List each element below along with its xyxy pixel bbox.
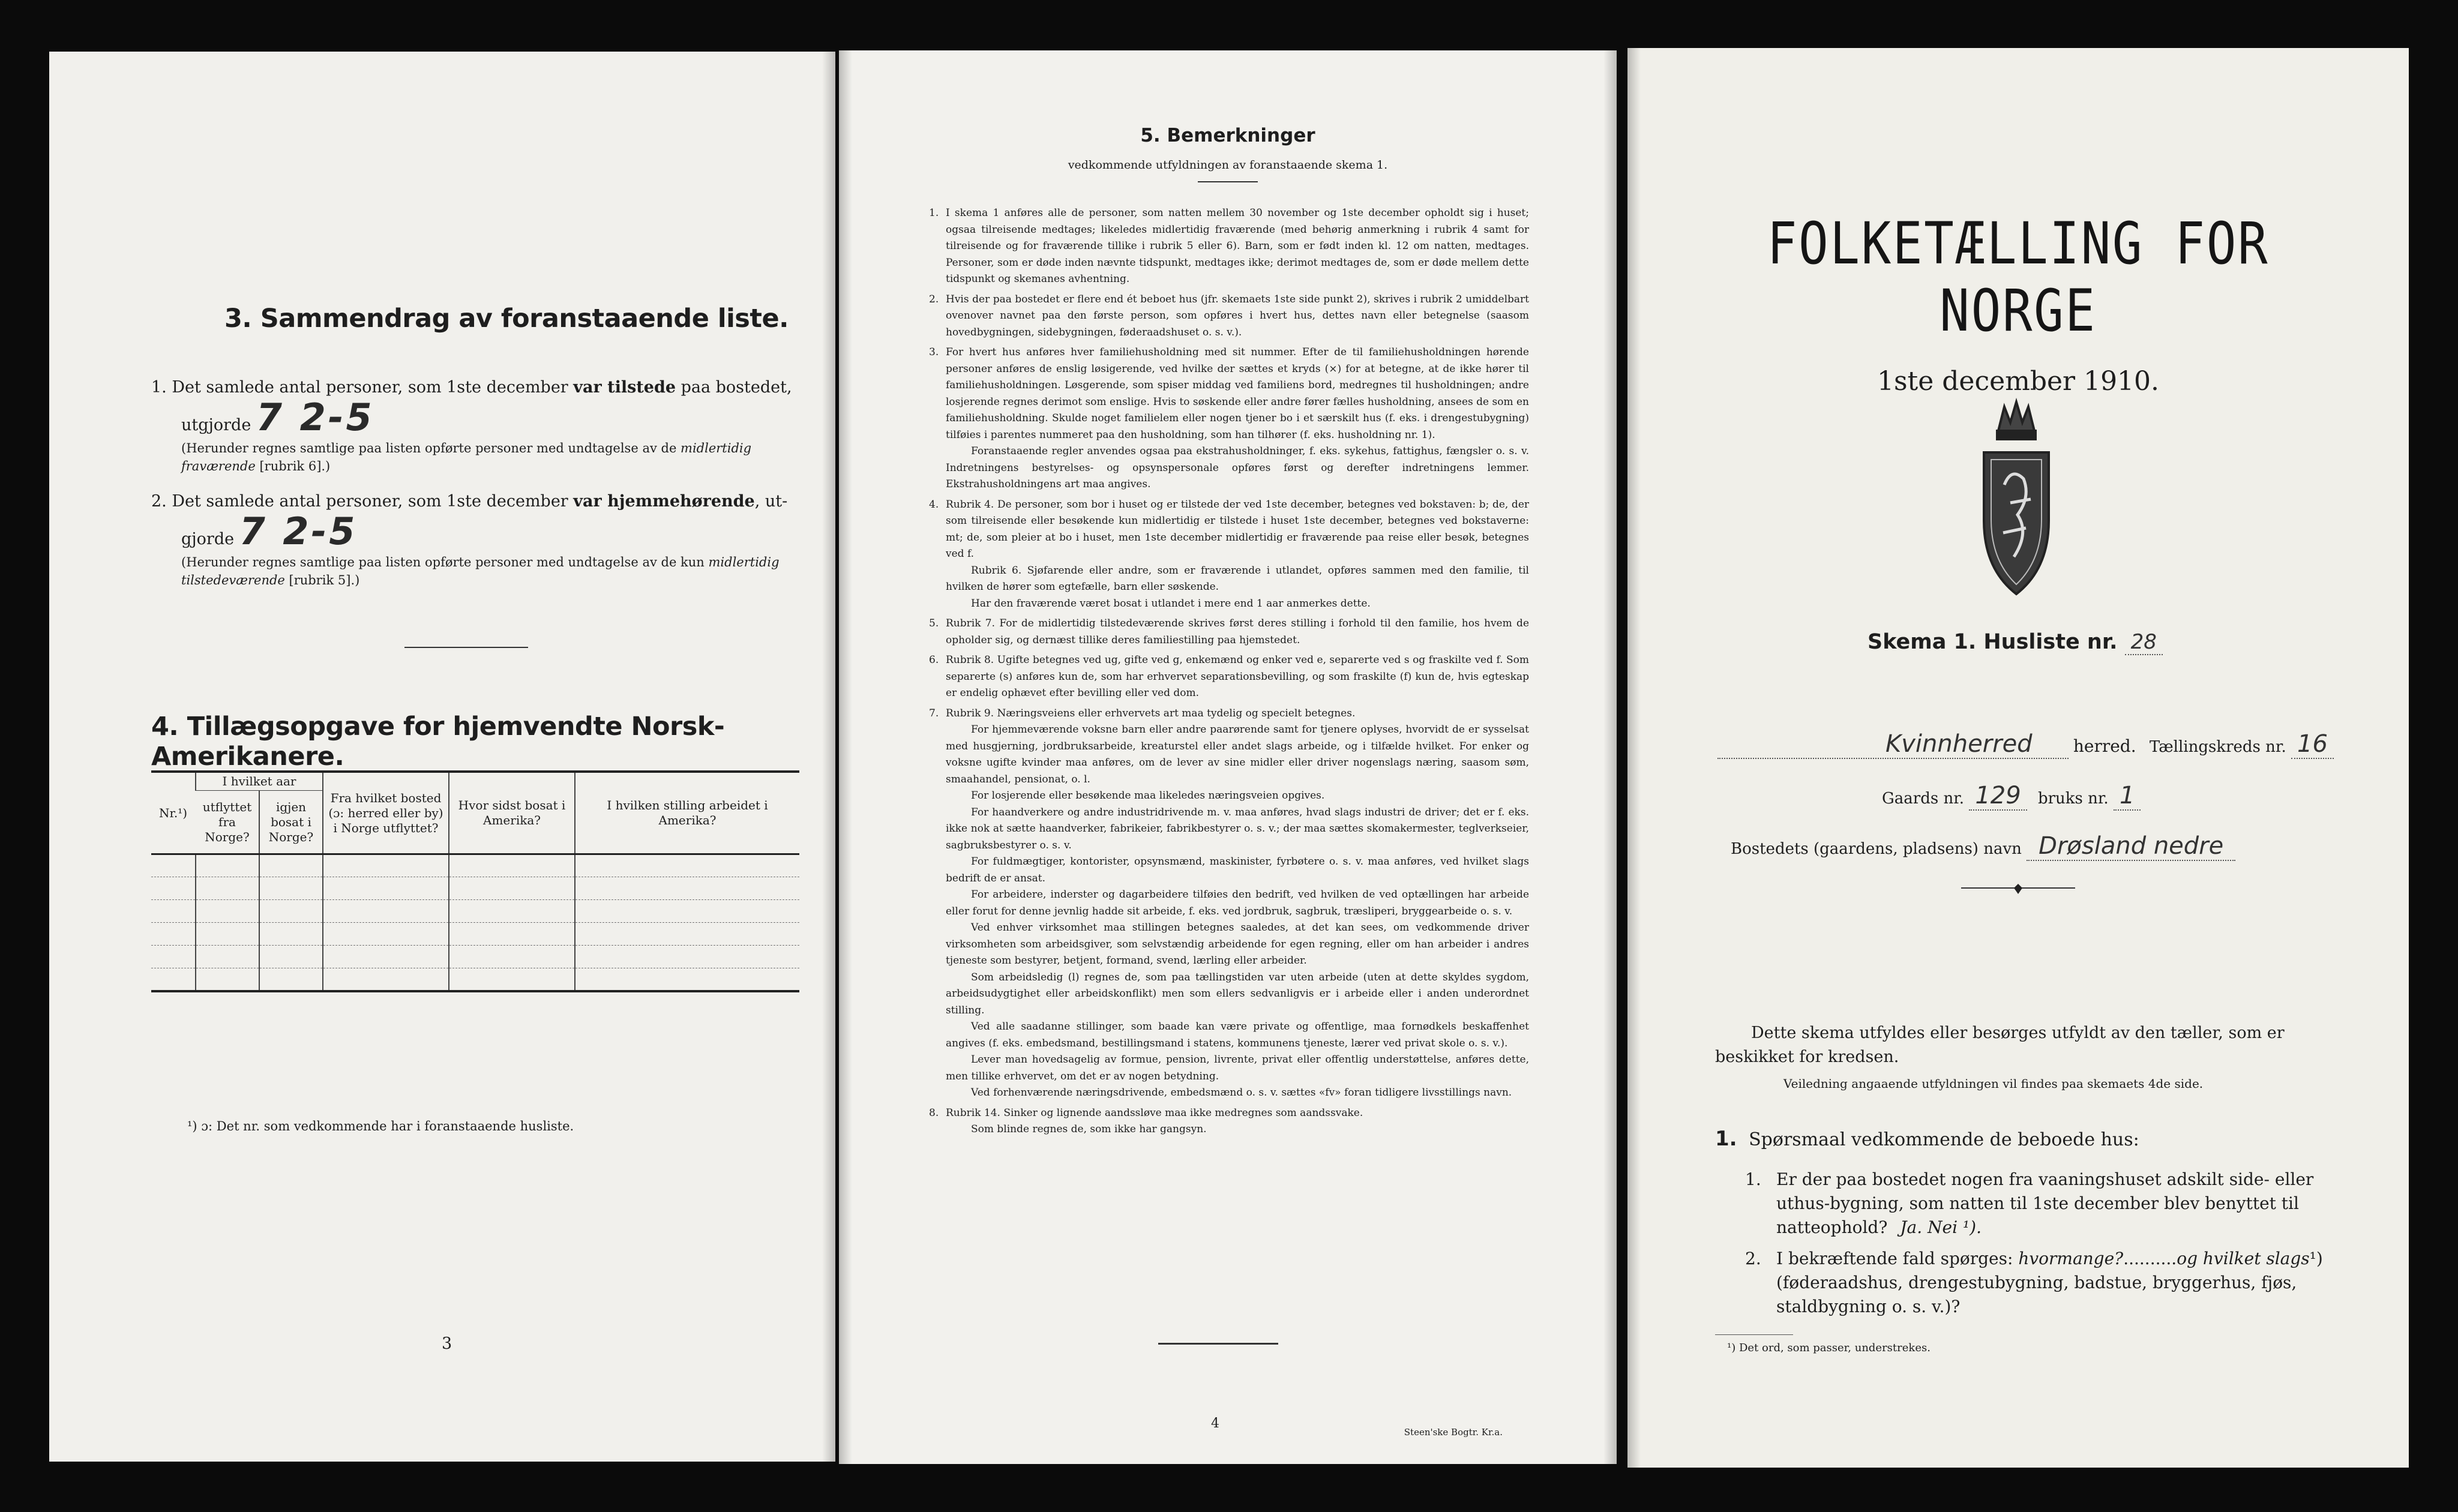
summary-item-1-note: (Herunder regnes samtlige paa listen opførte personer med undtagelse av de midlertidig fraværende [rubrik 6].) [181,441,752,473]
gaards-value: 129 [1969,782,2027,811]
table-row [151,923,799,946]
intro-text: Dette skema utfyldes eller besørges utfyldt av den tæller, som er beskikket for kredsen. [1715,1024,2285,1066]
right-footnote: ¹) Det ord, som passer, understrekes. [1727,1342,1931,1354]
remark-number: 6. [929,654,939,666]
remark-paragraph: Har den fraværende været bosat i utlandet i mere end 1 aar anmerkes dette. [971,597,1371,610]
remark-paragraph: Ved enhver virksomhet maa stillingen betegnes saaledes, at det kan sees, om vedkommende driver virksomheten som arbeidsgiver, som selvstændig arbeidende for egen regning, eller om han arbeider i andres tjeneste som bestyrer, betjent, formand, svend, lærling eller arbeider. [946,922,1529,967]
remark-paragraph: Hvis der paa bostedet er flere end ét beboet hus (jfr. skemaets 1ste side punkt 2), skrives i rubrik 2 umiddelbart ovenover navnet paa den første person, som opføres i hvert hus, dettes navn eller betegnelse (saasom hovedbygningen, sidebygningen, føderaadshuset o. s. v.). [946,293,1529,338]
col-igjen: igjen bosat i Norge? [259,791,323,854]
bosted-line: Bostedets (gaardens, pladsens) navn Drøsland nedre [1731,834,2235,861]
remark-paragraph: Som arbeidsledig (l) regnes de, som paa tællingstiden var uten arbeide (uten at dette skyldes sygdom, arbeidsudygtighet eller arbeidskonflikt) men som ellers sedvanligvis er i arbeide eller i anden underordnet stilling. [946,971,1529,1016]
remark-paragraph: For arbeidere, inderster og dagarbeidere tilføies den bedrift, ved hvilken de ved optællingen har arbeide eller forut for denne jevnlig hadde sit arbeide, f. eks. ved jordbruk, sagbruk, træsliperi, bryggearbeide o. s. v. [946,889,1529,917]
hjemmehorende-count: 7 2-5 [239,509,358,553]
remark-paragraph: Som blinde regnes de, som ikke har gangsyn. [971,1123,1207,1135]
census-date: 1ste december 1910. [1877,366,2160,397]
remark-paragraph: For losjerende eller besøkende maa likeledes næringsveien opgives. [971,790,1325,802]
census-title: FOLKETÆLLING FOR NORGE [1767,210,2270,344]
left-page [49,52,835,1462]
remark-number: 3. [929,346,939,358]
remark-item [929,292,1529,341]
remark-paragraph: For haandverkere og andre industridrivende m. v. maa anføres, hvad slags industri de driver; det er f. eks. ikke nok at sætte haandverker, fabrikeier, fabrikbestyrer o. s. v.; der maa sættes skomakermester, teglverkseier, sagbruksbestyrer o. s. v. [946,806,1529,851]
page-number: 4 [1211,1416,1219,1431]
question-2: 2. I bekræftende fald spørges: hvormange?..........og hvilket slags¹) (føderaadshus, drengestubygning, badstue, bryggerhus, fjøs, staldbygning o. s. v.)? [1745,1249,2323,1316]
remark-item [929,1105,1529,1138]
title-rule [1198,181,1258,182]
col-group-aar: I hvilket aar [196,772,323,791]
remark-paragraph: I skema 1 anføres alle de personer, som natten mellem 30 november og 1ste december opholdt sig i huset; ogsaa tilreisende medtages; likeledes midlertidig fraværende (med behørig anmerkning i rubrik 4 samt for tilreisende og for fraværende tillike i rubrik 5 eller 6). Barn, som er født inden kl. 12 om natten, medtages. Personer, som er døde inden nævnte tidspunkt, medtages ikke; derimot medtages de, som er døde mellem dette tidspunkt og skemanes avhentning. [946,207,1529,285]
herred-line: Kvinnherred herred. Tællingskreds nr. 16 [1717,732,2334,759]
remark-paragraph: Rubrik 14. Sinker og lignende aandssløve maa ikke medregnes som aandssvake. [946,1106,1363,1119]
remark-paragraph: Ved alle saadanne stillinger, som baade kan være private og offentlige, maa fornødkels beskaffenhet angives (f. eks. embedsmand, bestillingsmand i statens, kommunens tjeneste, lærer ved privat skole o. s. v.). [946,1021,1529,1049]
remark-item [929,497,1529,613]
remark-item [929,205,1529,288]
remarks-list [929,205,1529,1142]
remark-paragraph: Rubrik 7. For de midlertidig tilstedeværende skrives først deres stilling i forhold til den familie, hos hvem de opholder sig, og dernæst tillike deres familiestilling paa hjemstedet. [946,617,1529,646]
printer-imprint: Steen'ske Bogtr. Kr.a. [1404,1427,1503,1438]
remark-item [929,706,1529,1102]
section4-title: 4. Tillægsopgave for hjemvendte Norsk-Amerikanere. [151,712,725,772]
summary-item-2: 2. Det samlede antal personer, som 1ste december var hjemmehørende, ut- gjorde 7 2-5 [151,492,788,553]
gjorde-label: gjorde [181,530,235,548]
remark-item [929,616,1529,649]
veiledning-text: Veiledning angaaende utfyldningen vil findes paa skemaets 4de side. [1783,1076,2204,1091]
norsk-amerikanere-table [151,770,799,992]
remark-item [929,344,1529,493]
q1-answer: Ja. Nei ¹). [1900,1217,1982,1237]
remark-paragraph: For fuldmægtiger, kontorister, opsynsmænd, maskinister, fyrbøtere o. s. v. maa anføres, ved hvilket slags bedrift de er ansat. [946,856,1529,884]
page-number: 3 [442,1334,452,1353]
remark-paragraph: Lever man hovedsagelig av formue, pension, livrente, privat eller offentlig understøttelse, anføres dette, men tillike erhvervet, om det er av nogen betydning. [946,1054,1529,1082]
questions-heading: 1. Spørsmaal vedkommende de beboede hus: [1715,1127,2139,1151]
remark-paragraph: Foranstaaende regler anvendes ogsaa paa ekstrahusholdninger, f. eks. sykehus, fattighus, fængsler o. s. v. Indretningens bestyrelses- og opsynspersonale opføres først og derefter indretningens lemmer. Ekstrahusholdningens art maa angives. [946,445,1529,490]
question-1: 1. Er der paa bostedet nogen fra vaaningshuset adskilt side- eller uthus-bygning, som natten til 1ste december blev benyttet til natteophold? Ja. Nei ¹). [1745,1169,2314,1237]
gaard-line: Gaards nr. 129 bruks nr. 1 [1882,784,2141,811]
section-divider [404,647,528,648]
utgjorde-label: utgjorde [181,416,251,434]
bosted-value: Drøsland nedre [2027,832,2235,861]
ornament-divider-icon [1961,882,2075,896]
end-rule [1158,1343,1278,1345]
col-fra: Fra hvilket bosted (ɔ: herred eller by) i Norge utflyttet? [323,772,449,854]
remark-paragraph: For hjemmeværende voksne barn eller andre paarørende samt for tjenere oplyses, hvorvidt de er sysselsat med husgjerning, jordbruksarbeide, kreaturstel eller andet slags arbeide, og i tilfælde hvilket. For enker og voksne ugifte kvinder maa anføres, om de lever av sine midler eller driver nogenslags næring, saasom søm, smaahandel, pensionat, o. l. [946,724,1529,785]
table-row [151,968,799,991]
col-nr: Nr.¹) [151,772,196,854]
remark-paragraph: Ved forhenværende næringsdrivende, embedsmænd o. s. v. sættes «fv» foran tidligere livsstillings navn. [971,1087,1512,1099]
table-footnote: ¹) ɔ: Det nr. som vedkommende har i foranstaaende husliste. [187,1119,574,1133]
footnote-rule [1715,1334,1793,1335]
table-row [151,854,799,877]
page-fold-shadow [1627,48,1641,1468]
remark-number: 2. [929,293,939,305]
herred-value: Kvinnherred [1717,730,2069,759]
table-row [151,900,799,923]
col-stilling: I hvilken stilling arbeidet i Amerika? [575,772,799,854]
remark-item [929,652,1529,702]
remark-number: 5. [929,617,939,629]
skema-label: Skema 1. Husliste nr. 28 [1868,630,2163,654]
remarks-subtitle: vedkommende utfyldningen av foranstaaende skema 1. [1068,158,1388,172]
tilstede-count: 7 2-5 [256,395,374,439]
remark-number: 7. [929,707,939,719]
coat-of-arms-icon [1976,395,2057,599]
remark-paragraph: Rubrik 6. Sjøfarende eller andre, som er fraværende i utlandet, opføres sammen med den familie, til hvilken de hører som egtefælle, barn eller søskende. [946,564,1529,593]
bruks-value: 1 [2114,782,2141,811]
col-hvor: Hvor sidst bosat i Amerika? [449,772,575,854]
remarks-title: 5. Bemerkninger [1140,125,1315,146]
section3-title: 3. Sammendrag av foranstaaende liste. [224,304,789,334]
right-page [1627,48,2409,1468]
remark-number: 1. [929,207,939,219]
remark-paragraph: For hvert hus anføres hver familiehusholdning med sit nummer. Efter de til familiehusholdningen hørende personer anføres de enslig løsigerende, ved hvilke der sættes et kryds (×) for at betegne, at de ikke hører til familiehusholdningen. Løsgerende, som spiser middag ved familiens bord, medregnes til husholdningen; andre losjerende regnes derimot som enslige. Hvis to søskende eller andre fører fælles husholdning, ansees de som en familiehusholdning. Skulde noget familielem eller nogen tjener bo i et særskilt hus (f. eks. i drengestubygning) tilføies i parentes nummeret paa den husholdning, som han tilhører (f. eks. husholdning nr. 1). [946,346,1529,441]
husliste-nr: 28 [2125,630,2163,655]
remark-number: 4. [929,498,939,511]
page-fold-shadow [839,50,852,1464]
page-fold-shadow [1603,50,1617,1464]
table-row [151,877,799,900]
summary-item-1: 1. Det samlede antal personer, som 1ste december var tilstede paa bostedet, utgjorde 7 2-5 [151,378,792,439]
kreds-value: 16 [2291,730,2334,759]
remark-number: 8. [929,1106,939,1119]
table-row [151,946,799,968]
remark-paragraph: Rubrik 4. De personer, som bor i huset og er tilstede der ved 1ste december, betegnes ved bokstaven: b; de, der som tilreisende eller besøkende kun midlertidig er tilstede i huset 1ste december, betegnes ved bokstaverne: mt; de, som pleier at bo i huset, men 1ste december midlertidig er fraværende paa reise eller besøk, betegnes ved f. [946,498,1529,560]
remark-paragraph: Rubrik 8. Ugifte betegnes ved ug, gifte ved g, enkemænd og enker ved e, separerte ved s og fraskilte ved f. Som separerte (s) anføres kun de, som har erhvervet separationsbevilling, og som fraskilte (f) kun de, hvis egteskap er endelig ophævet efter bevilling eller ved dom. [946,654,1529,699]
col-utflyttet: utflyttet fra Norge? [202,799,252,844]
summary-item-2-note: (Herunder regnes samtlige paa listen opførte personer med undtagelse av de kun midlertidig tilstedeværende [rubrik 5].) [181,555,780,587]
middle-page [839,50,1617,1464]
remark-paragraph: Rubrik 9. Næringsveiens eller erhvervets art maa tydelig og specielt betegnes. [946,707,1356,719]
